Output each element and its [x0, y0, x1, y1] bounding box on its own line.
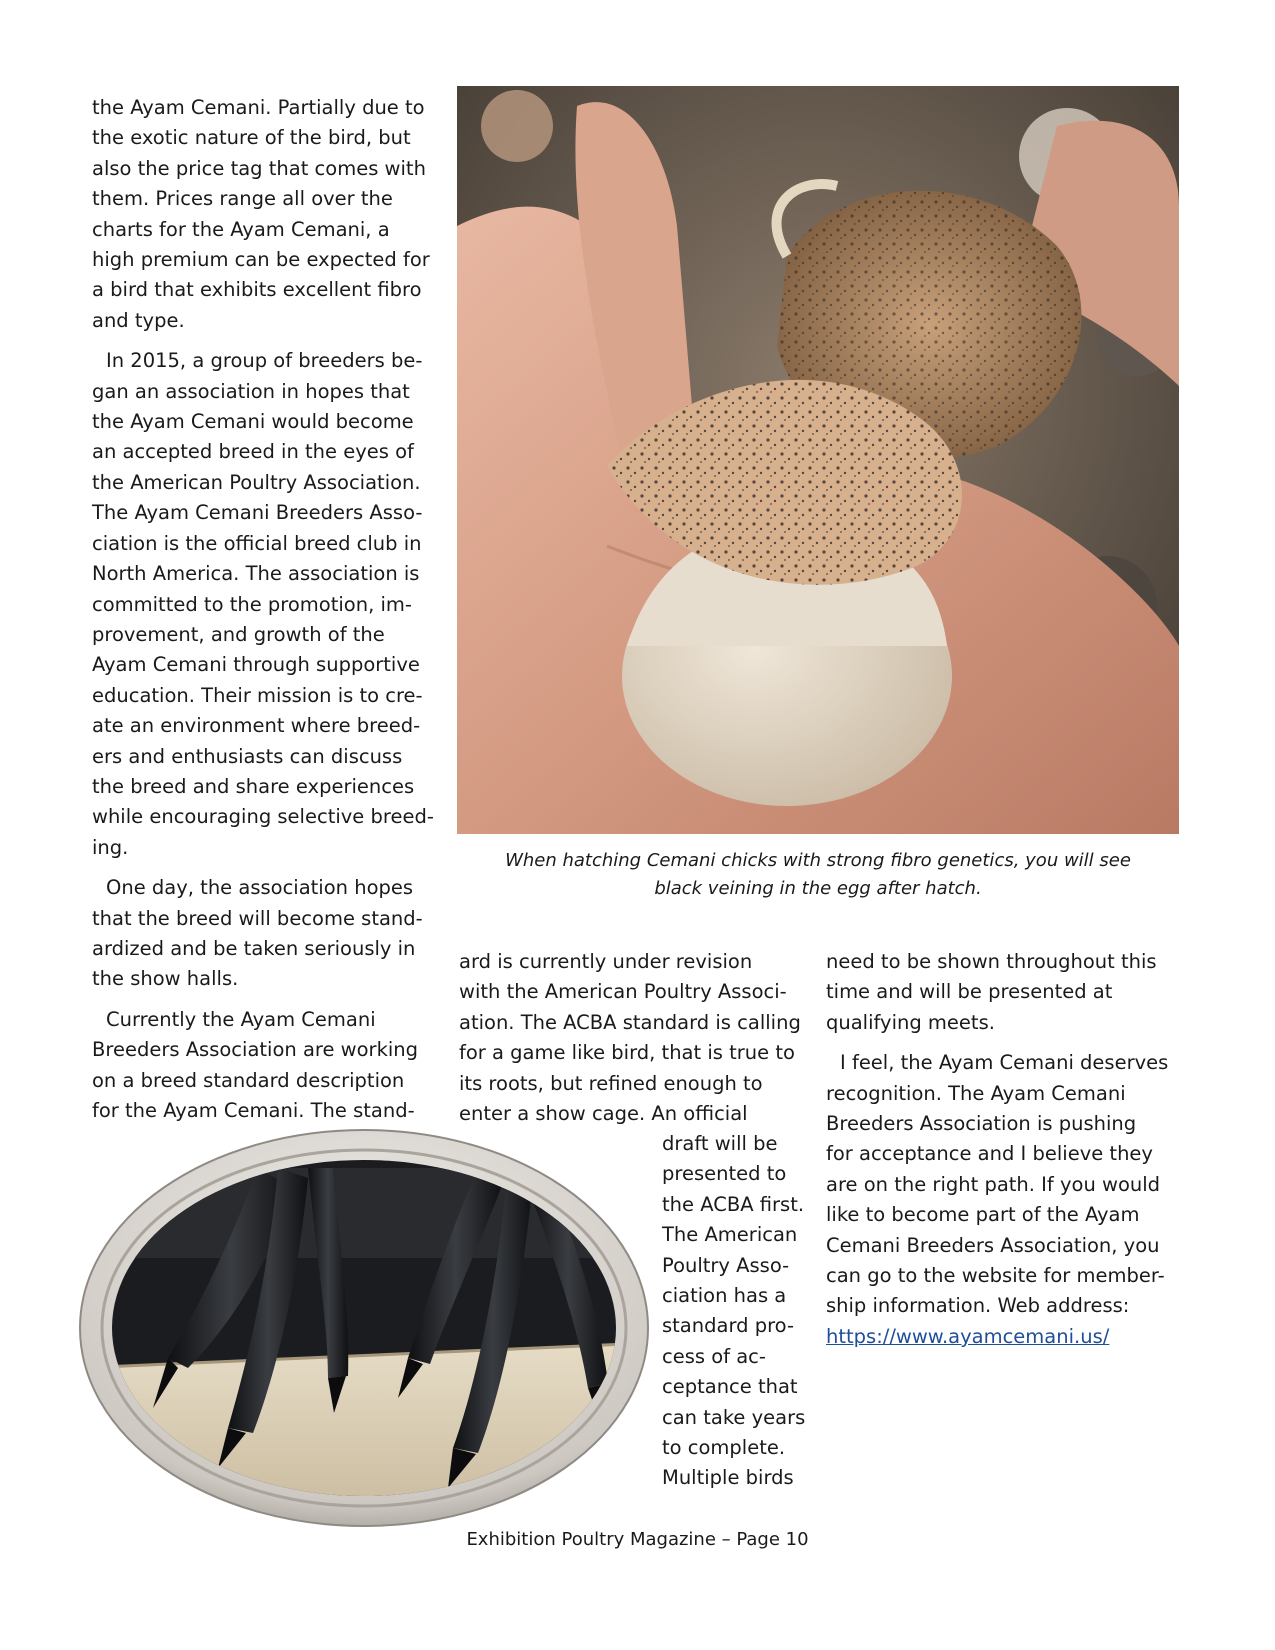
- text-line: ciation is the official breed club in: [92, 531, 422, 555]
- text-line: like to become part of the Ayam: [826, 1203, 1140, 1227]
- text-column-2-narrow: [662, 1129, 812, 1494]
- text-line: ate an environment where breed-: [92, 714, 421, 738]
- paragraph-association: [92, 346, 437, 863]
- text-line: standard pro-: [662, 1314, 794, 1338]
- text-line: the Ayam Cemani. Partially due to: [92, 96, 425, 119]
- text-line: Cemani Breeders Association, you: [826, 1233, 1160, 1257]
- paragraph-price: [92, 93, 437, 336]
- text-line: Currently the Ayam Cemani: [106, 1007, 376, 1031]
- text-line: on a breed standard description: [92, 1068, 405, 1092]
- text-line: a bird that exhibits excellent fibro: [92, 278, 422, 302]
- text-line: cess of ac-: [662, 1344, 766, 1368]
- text-line: time and will be presented at: [826, 980, 1113, 1004]
- text-line: Breeders Association is pushing: [826, 1112, 1137, 1136]
- page-footer: Exhibition Poultry Magazine – Page 10: [466, 1529, 809, 1550]
- text-line: ation. The ACBA standard is calling: [459, 1010, 801, 1034]
- website-link[interactable]: https://www.ayamcemani.us/: [826, 1324, 1110, 1348]
- text-line: recognition. The Ayam Cemani: [826, 1081, 1126, 1105]
- text-line: the American Poultry Association.: [92, 470, 421, 494]
- text-line: North America. The association is: [92, 562, 420, 586]
- text-line: are on the right path. If you would: [826, 1172, 1161, 1196]
- paragraph-recognition: [826, 1048, 1196, 1352]
- text-line: ardized and be taken seriously in: [92, 936, 416, 960]
- text-line: for acceptance and I believe they: [826, 1142, 1153, 1166]
- text-line: for a game like bird, that is true to: [459, 1041, 795, 1065]
- text-line: to complete.: [662, 1436, 786, 1460]
- text-column-2: [459, 947, 814, 1129]
- text-line: high premium can be expected for: [92, 248, 430, 272]
- text-line: education. Their mission is to cre-: [92, 683, 423, 707]
- text-column-1: [92, 93, 437, 1126]
- text-line: an accepted breed in the eyes of: [92, 440, 414, 464]
- paragraph-standard: [92, 1005, 437, 1127]
- text-line: Multiple birds: [662, 1466, 794, 1490]
- caption-line: When hatching Cemani chicks with strong fibro genetics, you will see: [505, 850, 1131, 871]
- text-line: the breed and share experiences: [92, 774, 415, 798]
- text-line: for the Ayam Cemani. The stand-: [92, 1099, 415, 1122]
- text-line: Ayam Cemani through supportive: [92, 653, 420, 677]
- text-line: need to be shown throughout this: [826, 950, 1157, 973]
- text-line: can go to the website for member-: [826, 1264, 1165, 1288]
- text-line: qualifying meets.: [826, 1010, 995, 1034]
- text-line: that the breed will become stand-: [92, 906, 423, 930]
- text-line: committed to the promotion, im-: [92, 592, 412, 616]
- text-line: Poultry Asso-: [662, 1253, 790, 1277]
- black-claws-photo: [78, 1128, 650, 1528]
- text-line: The American: [662, 1223, 798, 1247]
- text-line: ship information. Web address:: [826, 1294, 1130, 1318]
- text-line: them. Prices range all over the: [92, 187, 393, 211]
- text-line: also the price tag that comes with: [92, 156, 426, 180]
- text-line: The Ayam Cemani Breeders Asso-: [92, 501, 423, 525]
- paragraph-meets: [826, 947, 1196, 1038]
- text-line: Breeders Association are working: [92, 1038, 419, 1062]
- text-line: ciation has a: [662, 1284, 787, 1308]
- text-line: In 2015, a group of breeders be-: [106, 349, 423, 373]
- text-line: enter a show cage. An official: [459, 1102, 748, 1126]
- text-line: the exotic nature of the bird, but: [92, 126, 411, 150]
- text-line: presented to: [662, 1162, 787, 1186]
- text-line: ing.: [92, 835, 129, 859]
- egg-shell-photo: [457, 86, 1179, 834]
- text-line: charts for the Ayam Cemani, a: [92, 217, 390, 241]
- text-line: the Ayam Cemani would become: [92, 410, 414, 434]
- text-line: gan an association in hopes that: [92, 379, 410, 403]
- text-line: its roots, but refined enough to: [459, 1071, 763, 1095]
- text-line: can take years: [662, 1405, 806, 1429]
- text-line: with the American Poultry Associ-: [459, 980, 787, 1004]
- text-line: ceptance that: [662, 1375, 798, 1399]
- text-line: ard is currently under revision: [459, 950, 753, 973]
- paragraph-hopes: [92, 873, 437, 995]
- text-line: the show halls.: [92, 967, 239, 991]
- text-column-3: [826, 947, 1196, 1352]
- text-line: I feel, the Ayam Cemani deserves: [840, 1051, 1169, 1075]
- caption-line: black veining in the egg after hatch.: [654, 878, 982, 899]
- text-line: the ACBA first.: [662, 1192, 805, 1216]
- text-line: and type.: [92, 308, 185, 332]
- text-line: One day, the association hopes: [106, 876, 414, 900]
- text-line: draft will be: [662, 1132, 778, 1155]
- text-line: while encouraging selective breed-: [92, 805, 434, 829]
- text-line: ers and enthusiasts can discuss: [92, 744, 403, 768]
- photo-caption: [457, 847, 1179, 903]
- text-line: provement, and growth of the: [92, 622, 385, 646]
